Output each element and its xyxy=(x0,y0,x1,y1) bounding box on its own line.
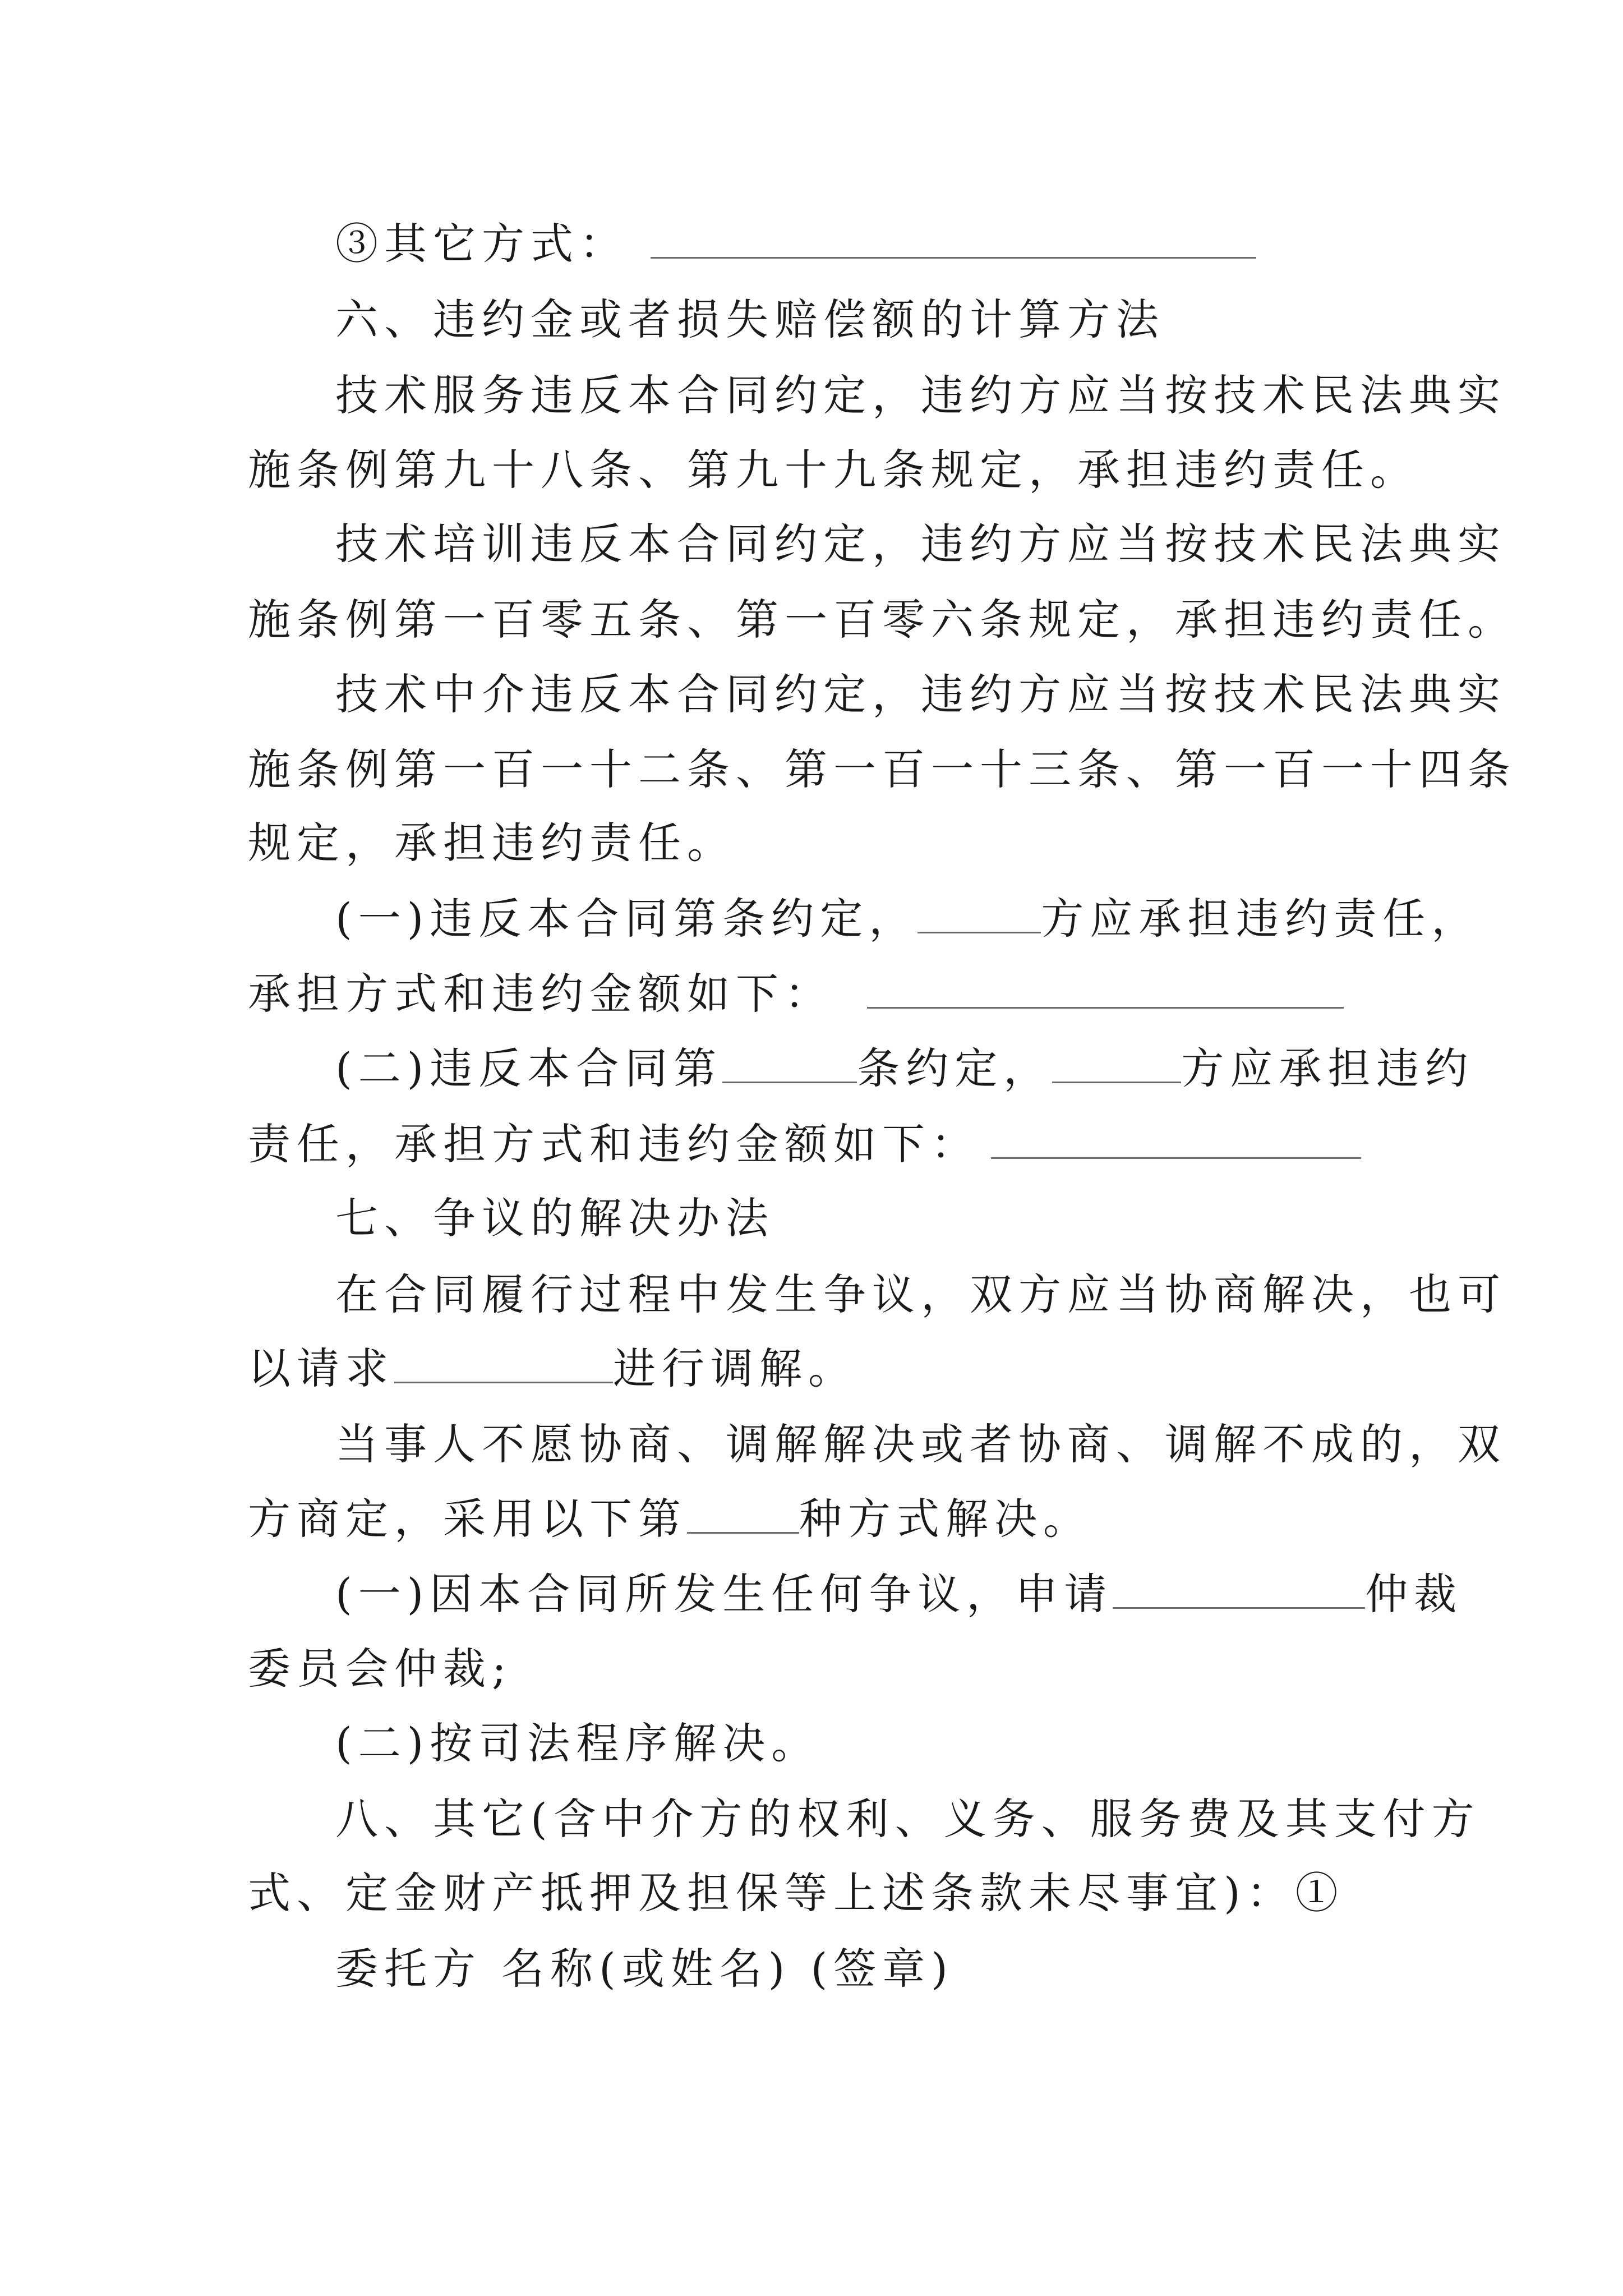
tech-service-para-line1: 技术服务违反本合同约定，违约方应当按技术民法典实 xyxy=(335,370,1506,420)
client-signature-line: 委托方 名称(或姓名) (签章) xyxy=(335,1944,954,1994)
breach-clause-1-party-blank[interactable] xyxy=(917,897,1041,933)
arbitration-line1 xyxy=(335,1561,1463,1628)
section-6-heading: 六、违约金或者损失赔偿额的计算方法 xyxy=(335,295,1165,344)
breach-clause-2-text-b: 条约定， xyxy=(857,1043,1053,1093)
tech-intermediary-para-line2: 施条例第一百一十二条、第一百一十三条、第一百一十四条 xyxy=(248,744,1516,794)
breach-clause-1-line1 xyxy=(335,885,1480,953)
arbitration-line2: 委员会仲裁; xyxy=(248,1644,513,1694)
breach-clause-2-article-blank[interactable] xyxy=(722,1047,857,1083)
tech-training-para-line1: 技术培训违反本合同约定，违约方应当按技术民法典实 xyxy=(335,519,1506,569)
other-method-line xyxy=(335,210,1256,278)
mediator-blank[interactable] xyxy=(394,1347,613,1383)
breach-clause-1-text-b: 方应承担违约责任， xyxy=(1041,894,1481,944)
breach-clause-1-text-c: 承担方式和违约金额如下： xyxy=(248,969,833,1019)
section-8-heading-line2: 式、定金财产抵押及担保等上述条款未尽事宜)：① xyxy=(248,1868,1344,1918)
resolution-choice-line1: 当事人不愿协商、调解解决或者协商、调解不成的，双 xyxy=(335,1419,1506,1469)
section-8-heading-line1: 八、其它(含中介方的权利、义务、服务费及其支付方 xyxy=(335,1794,1481,1844)
arbitration-commission-blank[interactable] xyxy=(1113,1572,1365,1609)
dispute-para-text-a: 以请求 xyxy=(248,1343,394,1393)
resolution-choice-text-a: 方商定，采用以下第 xyxy=(248,1494,687,1544)
arbitration-text-a: (一)因本合同所发生任何争议，申请 xyxy=(335,1569,1113,1619)
judicial-procedure-line: (二)按司法程序解决。 xyxy=(335,1718,820,1768)
arbitration-text-b: 仲裁 xyxy=(1365,1569,1463,1619)
breach-clause-2-text-c: 方应承担违约 xyxy=(1181,1043,1474,1093)
breach-clause-2-terms-blank[interactable] xyxy=(991,1122,1361,1159)
other-method-blank[interactable] xyxy=(651,222,1256,259)
breach-clause-1-line2 xyxy=(248,960,1344,1028)
dispute-para-text-b: 进行调解。 xyxy=(613,1343,857,1393)
section-7-heading: 七、争议的解决办法 xyxy=(335,1193,774,1243)
breach-clause-2-text-d: 责任，承担方式和违约金额如下： xyxy=(248,1119,980,1169)
other-method-label: ③其它方式： xyxy=(335,219,628,269)
resolution-choice-text-b: 种方式解决。 xyxy=(799,1494,1092,1544)
breach-clause-2-text-a: (二)违反本合同第 xyxy=(335,1043,723,1093)
dispute-para-line2 xyxy=(248,1335,857,1402)
resolution-method-blank[interactable] xyxy=(687,1497,799,1534)
tech-intermediary-para-line3: 规定，承担违约责任。 xyxy=(248,818,736,868)
resolution-choice-line2 xyxy=(248,1485,1092,1553)
breach-clause-2-party-blank[interactable] xyxy=(1052,1047,1181,1083)
tech-training-para-line2: 施条例第一百零五条、第一百零六条规定，承担违约责任。 xyxy=(248,595,1516,645)
breach-clause-2-line1 xyxy=(335,1035,1474,1102)
tech-service-para-line2: 施条例第九十八条、第九十九条规定，承担违约责任。 xyxy=(248,445,1419,495)
tech-intermediary-para-line1: 技术中介违反本合同约定，违约方应当按技术民法典实 xyxy=(335,669,1506,719)
breach-clause-2-line2 xyxy=(248,1111,1361,1178)
dispute-para-line1: 在合同履行过程中发生争议，双方应当协商解决，也可 xyxy=(335,1269,1506,1319)
breach-clause-1-text-a: (一)违反本合同第条约定， xyxy=(335,894,918,944)
breach-clause-1-terms-blank[interactable] xyxy=(867,972,1344,1009)
